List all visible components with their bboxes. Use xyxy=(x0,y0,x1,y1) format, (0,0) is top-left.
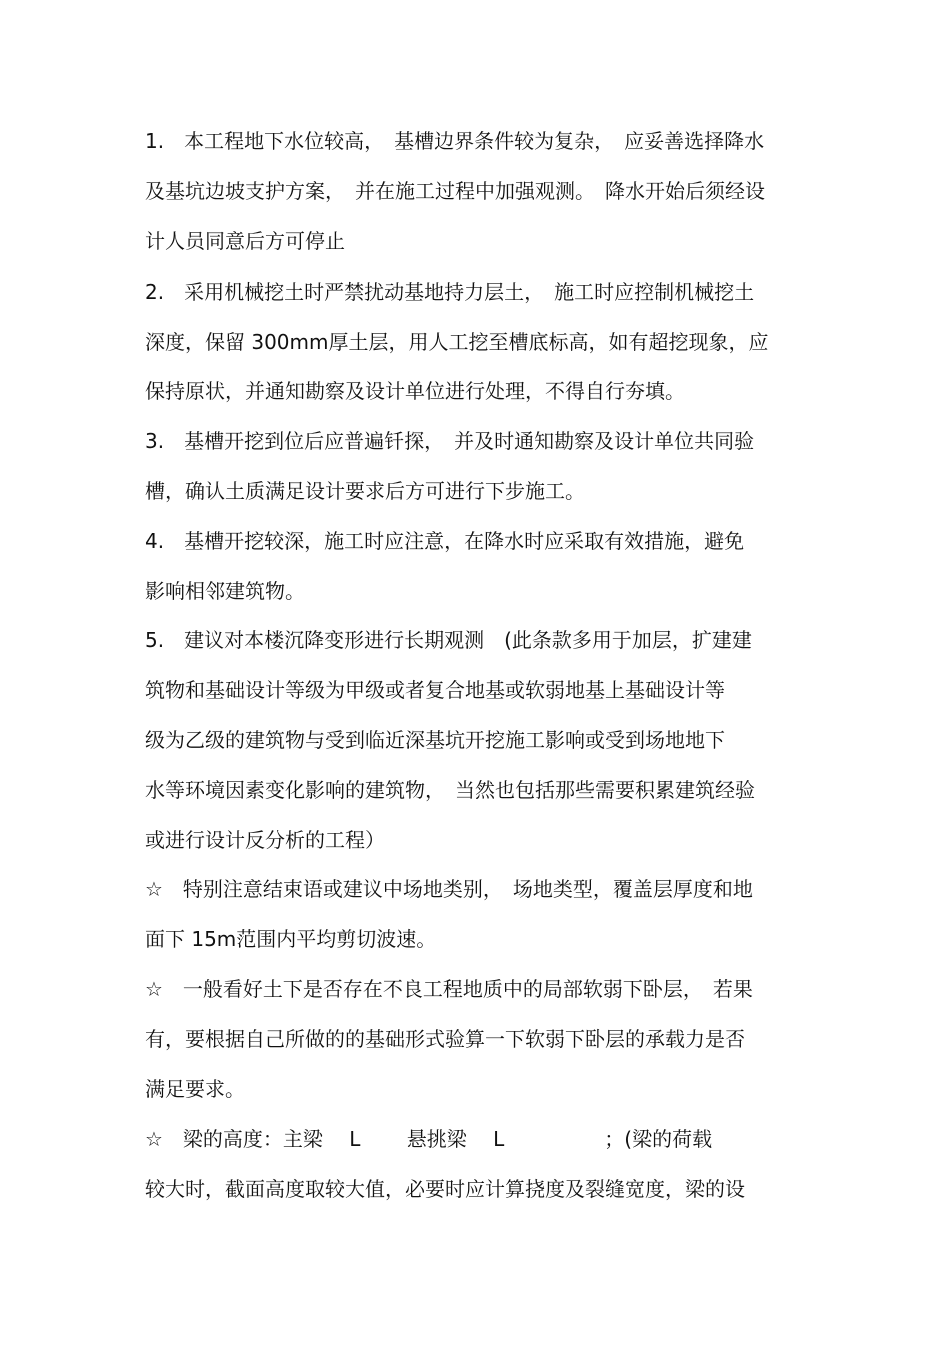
text-line: 及基坑边坡支护方案， 并在施工过程中加强观测。 降水开始后须经设 xyxy=(145,179,765,203)
text-line: 较大时，截面高度取较大值，必要时应计算挠度及裂缝宽度，梁的设 xyxy=(145,1177,745,1201)
text-line: 面下 15m范围内平均剪切波速。 xyxy=(145,927,437,951)
text-line: 3. 基槽开挖到位后应普遍钎探， 并及时通知勘察及设计单位共同验 xyxy=(145,429,755,453)
text-line: 级为乙级的建筑物与受到临近深基坑开挖施工影响或受到场地地下 xyxy=(145,728,725,752)
text-line: 或进行设计反分析的工程） xyxy=(145,828,385,852)
text-line: 1. 本工程地下水位较高， 基槽边界条件较为复杂， 应妥善选择降水 xyxy=(145,129,765,153)
text-line: 槽，确认土质满足设计要求后方可进行下步施工。 xyxy=(145,479,585,503)
text-line: 影响相邻建筑物。 xyxy=(145,579,305,603)
text-line: 满足要求。 xyxy=(145,1077,245,1101)
text-line: 深度，保留 300mm厚土层，用人工挖至槽底标高，如有超挖现象，应 xyxy=(145,330,769,354)
text-line: 有，要根据自己所做的的基础形式验算一下软弱下卧层的承载力是否 xyxy=(145,1027,745,1051)
text-line: 5. 建议对本楼沉降变形进行长期观测 (此条款多用于加层，扩建建 xyxy=(145,628,752,652)
text-line: 筑物和基础设计等级为甲级或者复合地基或软弱地基上基础设计等 xyxy=(145,678,725,702)
text-line: ☆ 一般看好土下是否存在不良工程地质中的局部软弱下卧层， 若果 xyxy=(145,977,753,1001)
text-line: 2. 采用机械挖土时严禁扰动基地持力层土， 施工时应控制机械挖土 xyxy=(145,280,755,304)
text-line: ☆ 梁的高度：主梁 L 悬挑梁 L ；(梁的荷载 xyxy=(145,1127,713,1151)
text-line: ☆ 特别注意结束语或建议中场地类别， 场地类型，覆盖层厚度和地 xyxy=(145,877,753,901)
text-line: 保持原状，并通知勘察及设计单位进行处理，不得自行夯填。 xyxy=(145,379,685,403)
text-line: 计人员同意后方可停止 xyxy=(145,229,345,253)
text-line: 4. 基槽开挖较深，施工时应注意，在降水时应采取有效措施，避免 xyxy=(145,529,745,553)
text-line: 水等环境因素变化影响的建筑物， 当然也包括那些需要积累建筑经验 xyxy=(145,778,755,802)
